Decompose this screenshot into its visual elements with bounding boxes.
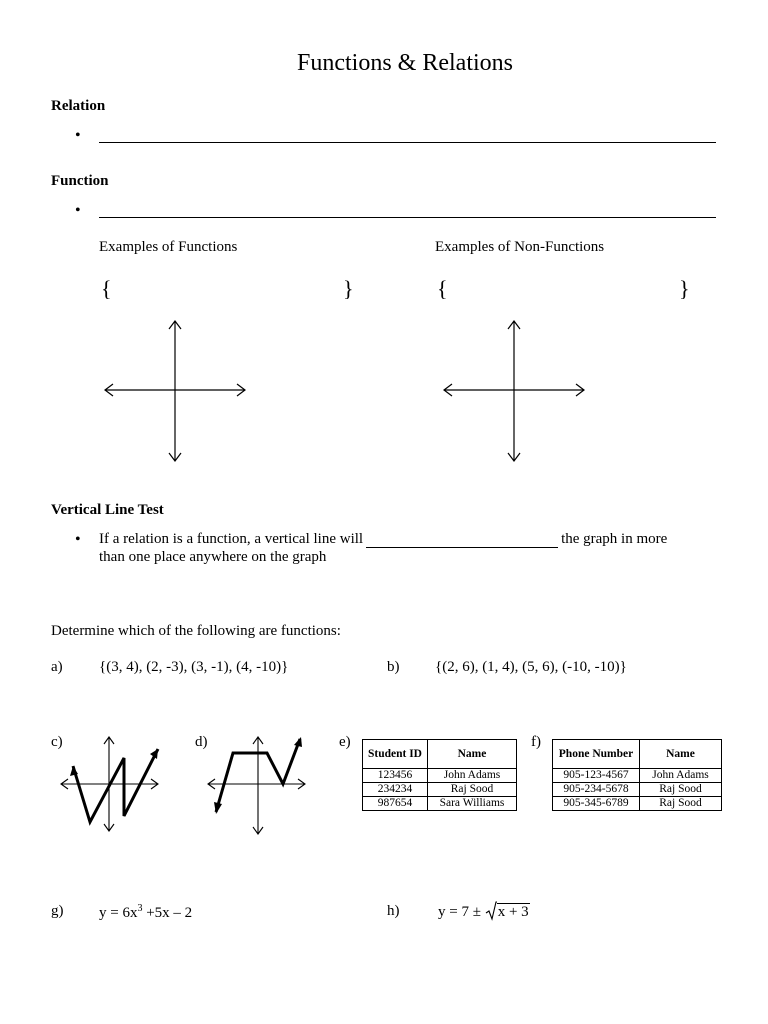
close-brace-functions: } (343, 276, 354, 301)
question-b-set: {(2, 6), (1, 4), (5, 6), (-10, -10)} (435, 659, 627, 675)
question-h-radicand: x + 3 (497, 904, 529, 920)
relation-blank-line (99, 142, 716, 143)
question-h-label: h) (387, 903, 400, 919)
table-header-cell: Phone Number (553, 740, 640, 769)
question-b-label: b) (387, 659, 400, 675)
table-cell: 905-345-6789 (553, 797, 640, 811)
close-brace-nonfunctions: } (679, 276, 690, 301)
question-g-equation (99, 903, 192, 922)
vlt-text-line2: than one place anywhere on the graph (99, 549, 327, 565)
open-brace-functions: { (101, 276, 112, 301)
question-g-eq-post: +5x – 2 (142, 905, 193, 921)
question-f-table (552, 739, 722, 811)
question-a-label: a) (51, 659, 63, 675)
question-c-graph (58, 734, 168, 834)
vlt-bullet: • (75, 531, 81, 548)
table-header-cell: Name (640, 740, 722, 769)
table-cell: John Adams (428, 769, 517, 783)
table-cell: 234234 (363, 783, 428, 797)
question-d-label: d) (195, 734, 208, 750)
question-d-graph (205, 734, 310, 838)
table-row (553, 769, 722, 783)
question-h-equation (438, 901, 530, 921)
function-blank-line (99, 217, 716, 218)
table-row (553, 783, 722, 797)
vlt-blank-line (366, 533, 558, 548)
vlt-heading: Vertical Line Test (51, 502, 164, 518)
table-header-cell: Student ID (363, 740, 428, 769)
table-header-row (363, 740, 517, 769)
table-row (363, 783, 517, 797)
vlt-text-after: the graph in more (561, 531, 668, 547)
question-e-label: e) (339, 734, 351, 750)
question-e-table (362, 739, 517, 811)
table-cell: 123456 (363, 769, 428, 783)
question-a-set: {(3, 4), (2, -3), (3, -1), (4, -10)} (99, 659, 289, 675)
radical-sign-icon (485, 901, 497, 921)
instructions: Determine which of the following are functions: (51, 623, 341, 639)
examples-functions-label: Examples of Functions (99, 239, 238, 255)
open-brace-nonfunctions: { (437, 276, 448, 301)
table-row (553, 797, 722, 811)
table-header-row (553, 740, 722, 769)
question-g-eq-pre: y = 6x (99, 905, 138, 921)
function-bullet: • (75, 202, 81, 219)
question-h-eq-pre: y = 7 ± (438, 904, 485, 920)
table-header-cell: Name (428, 740, 517, 769)
table-cell: Sara Williams (428, 797, 517, 811)
nonfunctions-axes (439, 318, 589, 464)
question-g-label: g) (51, 903, 64, 919)
table-row (363, 797, 517, 811)
relation-heading: Relation (51, 98, 106, 114)
question-g-exponent: 3 (137, 903, 143, 914)
page-title: Functions & Relations (297, 50, 513, 76)
question-f-label: f) (531, 734, 541, 750)
functions-axes (100, 318, 250, 464)
table-cell: 905-123-4567 (553, 769, 640, 783)
question-c-label: c) (51, 734, 63, 750)
vlt-text-before: If a relation is a function, a vertical line will (99, 531, 364, 547)
table-cell: 905-234-5678 (553, 783, 640, 797)
table-cell: Raj Sood (640, 783, 722, 797)
table-cell: John Adams (640, 769, 722, 783)
table-row (363, 769, 517, 783)
table-cell: 987654 (363, 797, 428, 811)
vlt-sentence (99, 531, 667, 548)
relation-bullet: • (75, 127, 81, 144)
function-heading: Function (51, 173, 109, 189)
table-cell: Raj Sood (428, 783, 517, 797)
examples-nonfunctions-label: Examples of Non-Functions (435, 239, 605, 255)
table-cell: Raj Sood (640, 797, 722, 811)
